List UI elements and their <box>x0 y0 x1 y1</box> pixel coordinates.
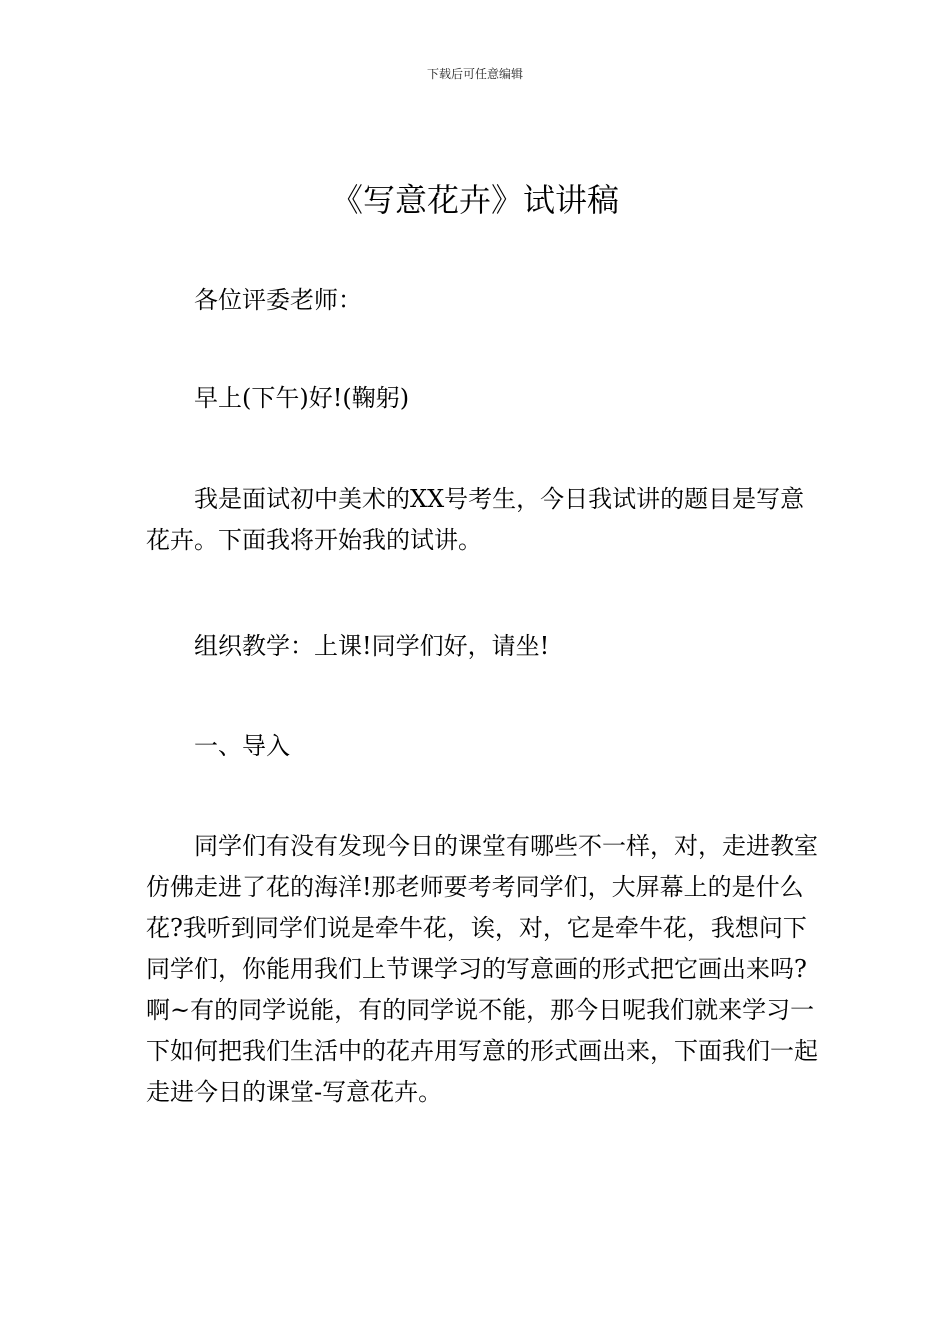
paragraph-organize: 组织教学：上课!同学们好，请坐! <box>194 632 550 660</box>
document-title: 《写意花卉》试讲稿 <box>330 181 619 219</box>
header-note: 下载后可任意编辑 <box>426 67 523 81</box>
paragraph-intro: 我是面试初中美术的XX号考生，今日我试讲的题目是写意花卉。下面我将开始我的试讲。 <box>146 485 805 554</box>
section-heading: 一、导入 <box>194 732 290 760</box>
paragraph-greeting: 各位评委老师： <box>194 286 362 314</box>
paragraph-morning: 早上(下午)好!(鞠躬) <box>194 384 410 412</box>
paragraph-body: 同学们有没有发现今日的课堂有哪些不一样，对，走进教室仿佛走进了花的海洋!那老师要考考同学们，大屏幕上的是什么花?我听到同学们说是牵牛花，诶，对，它是牵牛花，我想问下同学们，你能用我们上节课学习的写意画的形式把它画出来吗?啊~有的同学说能，有的同学说不能，那今日呢我们就来学习一下如何把我们生活中的花卉用写意的形式画出来，下面我们一起走进今日的课堂-写意花卉。 <box>146 832 818 1106</box>
